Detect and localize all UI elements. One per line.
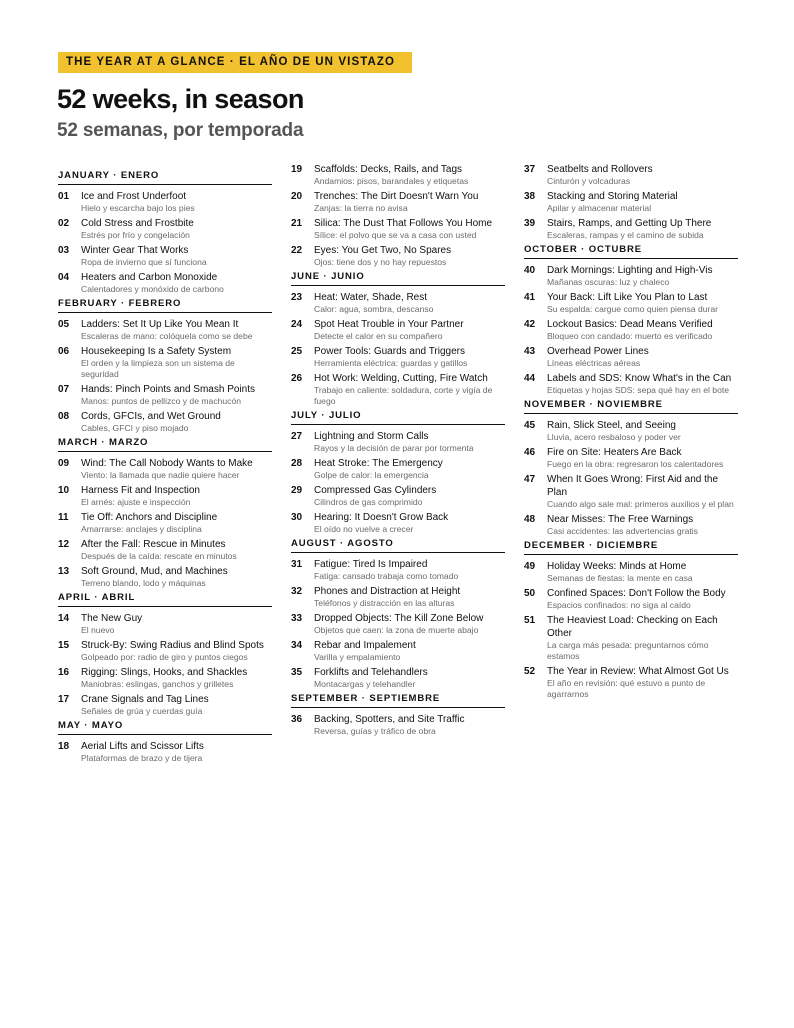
topic-spanish: Hielo y escarcha bajo los pies — [81, 203, 195, 213]
week-topic — [314, 318, 505, 342]
topic-spanish: Cinturón y volcaduras — [547, 176, 631, 186]
topic-spanish: Bloqueo con candado: muerto es verificado — [547, 331, 713, 341]
week-item — [524, 513, 738, 537]
week-topic — [81, 457, 272, 481]
week-item — [58, 410, 272, 434]
week-item — [524, 587, 738, 611]
month-heading: APRIL · ABRIL — [58, 592, 272, 607]
week-topic — [547, 264, 738, 288]
topic-spanish: Escaleras de mano: colóquela como se debe — [81, 331, 253, 341]
topic-english: Power Tools: Guards and Triggers — [314, 346, 466, 357]
topic-spanish: Objetos que caen: la zona de muerte abajo — [314, 625, 479, 635]
week-topic — [314, 244, 505, 268]
schedule-column-2 — [291, 163, 505, 740]
topic-spanish: Golpe de calor: la emergencia — [314, 470, 429, 480]
week-topic — [314, 457, 505, 481]
topic-spanish: Golpeado por: radio de giro y puntos ciegos — [81, 652, 248, 662]
week-number: 21 — [291, 218, 303, 229]
week-topic — [547, 419, 738, 443]
week-item — [291, 511, 505, 535]
topic-english: Stairs, Ramps, and Getting Up There — [547, 218, 712, 229]
topic-spanish: Apilar y almacenar material — [547, 203, 652, 213]
week-number: 17 — [58, 694, 70, 705]
week-item — [291, 217, 505, 241]
topic-spanish: Estrés por frío y congelación — [81, 230, 190, 240]
week-topic — [81, 740, 272, 764]
week-number: 22 — [291, 245, 303, 256]
topic-spanish: El nuevo — [81, 625, 115, 635]
topic-english: Your Back: Lift Like You Plan to Last — [547, 292, 708, 303]
week-topic — [547, 372, 738, 396]
month-heading: NOVEMBER · NOVIEMBRE — [524, 399, 738, 414]
topic-english: Stacking and Storing Material — [547, 191, 678, 202]
week-number: 23 — [291, 292, 303, 303]
schedule-column-3 — [524, 163, 738, 703]
week-topic — [314, 291, 505, 315]
topic-english: Soft Ground, Mud, and Machines — [81, 566, 228, 577]
week-topic — [314, 163, 505, 187]
week-item — [524, 217, 738, 241]
week-item — [291, 484, 505, 508]
topic-spanish: Rayos y la decisión de parar por tormenta — [314, 443, 474, 453]
topic-english: Tie Off: Anchors and Discipline — [81, 512, 218, 523]
week-topic — [81, 217, 272, 241]
topic-spanish: Reversa, guías y tráfico de obra — [314, 726, 436, 736]
week-item — [524, 560, 738, 584]
week-item — [58, 271, 272, 295]
week-item — [58, 740, 272, 764]
section-banner: THE YEAR AT A GLANCE · EL AÑO DE UN VISTAZO — [58, 52, 412, 73]
topic-english: The New Guy — [81, 613, 143, 624]
week-topic — [81, 666, 272, 690]
topic-spanish: Casi accidentes: las advertencias gratis — [547, 526, 698, 536]
week-number: 45 — [524, 420, 536, 431]
week-number: 02 — [58, 218, 70, 229]
topic-spanish: Etiquetas y hojas SDS: sepa qué hay en el bote — [547, 385, 730, 395]
week-item — [524, 291, 738, 315]
week-number: 15 — [58, 640, 70, 651]
week-item — [291, 666, 505, 690]
week-topic — [81, 693, 272, 717]
week-item — [291, 558, 505, 582]
week-topic — [314, 345, 505, 369]
week-number: 27 — [291, 431, 303, 442]
week-item — [524, 345, 738, 369]
schedule-column-1 — [58, 170, 272, 767]
month-heading: MARCH · MARZO — [58, 437, 272, 452]
topic-english: Cords, GFCIs, and Wet Ground — [81, 411, 221, 422]
week-number: 26 — [291, 373, 303, 384]
month-heading: SEPTEMBER · SEPTIEMBRE — [291, 693, 505, 708]
topic-spanish: Montacargas y telehandler — [314, 679, 416, 689]
topic-spanish: La carga más pesada: preguntarnos cómo estamos — [547, 640, 709, 661]
topic-english: Hot Work: Welding, Cutting, Fire Watch — [314, 373, 488, 384]
week-item — [524, 190, 738, 214]
week-number: 42 — [524, 319, 536, 330]
topic-spanish: Teléfonos y distracción en las alturas — [314, 598, 455, 608]
week-item — [291, 612, 505, 636]
week-topic — [547, 513, 738, 537]
week-number: 36 — [291, 714, 303, 725]
week-item — [58, 639, 272, 663]
topic-spanish: Varilla y empalamiento — [314, 652, 401, 662]
week-item — [291, 163, 505, 187]
page-subtitle: 52 semanas, por temporada — [57, 120, 304, 141]
week-item — [524, 264, 738, 288]
topic-spanish: Ropa de invierno que sí funciona — [81, 257, 207, 267]
topic-english: Holiday Weeks: Minds at Home — [547, 561, 687, 572]
week-item — [58, 666, 272, 690]
week-item — [58, 612, 272, 636]
week-number: 28 — [291, 458, 303, 469]
week-number: 48 — [524, 514, 536, 525]
topic-english: Heaters and Carbon Monoxide — [81, 272, 218, 283]
week-number: 03 — [58, 245, 70, 256]
month-heading: JANUARY · ENERO — [58, 170, 272, 185]
topic-spanish: Escaleras, rampas y el camino de subida — [547, 230, 704, 240]
week-topic — [314, 430, 505, 454]
topic-english: Forklifts and Telehandlers — [314, 667, 428, 678]
week-number: 01 — [58, 191, 70, 202]
week-topic — [81, 639, 272, 663]
topic-spanish: Señales de grúa y cuerdas guía — [81, 706, 203, 716]
week-topic — [547, 318, 738, 342]
topic-spanish: Cables, GFCI y piso mojado — [81, 423, 189, 433]
week-item — [58, 190, 272, 214]
week-topic — [81, 244, 272, 268]
week-topic — [314, 585, 505, 609]
week-item — [524, 446, 738, 470]
week-number: 32 — [291, 586, 303, 597]
week-number: 08 — [58, 411, 70, 422]
week-number: 19 — [291, 164, 303, 175]
topic-spanish: Amarrarse: anclajes y disciplina — [81, 524, 202, 534]
week-item — [58, 318, 272, 342]
topic-spanish: Terreno blando, lodo y máquinas — [81, 578, 206, 588]
topic-spanish: Maniobras: eslingas, ganchos y grilletes — [81, 679, 234, 689]
topic-english: Aerial Lifts and Scissor Lifts — [81, 741, 204, 752]
week-number: 30 — [291, 512, 303, 523]
topic-spanish: El orden y la limpieza son un sistema de seguridad — [81, 358, 235, 379]
week-item — [524, 163, 738, 187]
week-item — [291, 585, 505, 609]
week-topic — [547, 614, 738, 662]
week-number: 50 — [524, 588, 536, 599]
week-topic — [81, 345, 272, 380]
topic-spanish: Viento: la llamada que nadie quiere hacer — [81, 470, 240, 480]
week-topic — [81, 565, 272, 589]
week-number: 38 — [524, 191, 536, 202]
topic-spanish: El oído no vuelve a crecer — [314, 524, 414, 534]
topic-english: Rebar and Impalement — [314, 640, 416, 651]
month-heading: JUNE · JUNIO — [291, 271, 505, 286]
week-number: 07 — [58, 384, 70, 395]
week-item — [291, 372, 505, 407]
week-number: 43 — [524, 346, 536, 357]
topic-english: Housekeeping Is a Safety System — [81, 346, 232, 357]
week-number: 06 — [58, 346, 70, 357]
week-item — [58, 511, 272, 535]
week-item — [291, 291, 505, 315]
topic-english: Wind: The Call Nobody Wants to Make — [81, 458, 253, 469]
topic-english: Winter Gear That Works — [81, 245, 189, 256]
topic-spanish: El arnés: ajuste e inspección — [81, 497, 191, 507]
topic-english: Harness Fit and Inspection — [81, 485, 200, 496]
week-number: 13 — [58, 566, 70, 577]
month-heading: MAY · MAYO — [58, 720, 272, 735]
topic-english: Ice and Frost Underfoot — [81, 191, 187, 202]
week-item — [291, 345, 505, 369]
topic-spanish: Andamios: pisos, barandales y etiquetas — [314, 176, 469, 186]
topic-spanish: Su espalda: cargue como quien piensa durar — [547, 304, 719, 314]
week-number: 37 — [524, 164, 536, 175]
week-item — [58, 244, 272, 268]
week-number: 04 — [58, 272, 70, 283]
week-item — [524, 318, 738, 342]
week-item — [291, 639, 505, 663]
topic-spanish: Sílice: el polvo que se va a casa con usted — [314, 230, 477, 240]
week-topic — [547, 560, 738, 584]
topic-spanish: Trabajo en caliente: soldadura, corte y vigía de fuego — [314, 385, 493, 406]
week-number: 24 — [291, 319, 303, 330]
week-topic — [314, 217, 505, 241]
topic-english: Rain, Slick Steel, and Seeing — [547, 420, 676, 431]
page-title: 52 weeks, in season — [57, 84, 304, 114]
topic-english: Crane Signals and Tag Lines — [81, 694, 209, 705]
week-topic — [81, 318, 272, 342]
topic-english: Overhead Power Lines — [547, 346, 649, 357]
topic-spanish: Cilindros de gas comprimido — [314, 497, 423, 507]
topic-english: Lockout Basics: Dead Means Verified — [547, 319, 713, 330]
week-item — [58, 484, 272, 508]
week-item — [291, 318, 505, 342]
topic-spanish: Fuego en la obra: regresaron los calentadores — [547, 459, 724, 469]
week-item — [58, 345, 272, 380]
week-topic — [81, 538, 272, 562]
week-number: 12 — [58, 539, 70, 550]
week-topic — [81, 612, 272, 636]
week-number: 51 — [524, 615, 536, 626]
topic-english: Eyes: You Get Two, No Spares — [314, 245, 452, 256]
topic-english: Spot Heat Trouble in Your Partner — [314, 319, 464, 330]
topic-english: Dark Mornings: Lighting and High-Vis — [547, 265, 713, 276]
week-topic — [314, 511, 505, 535]
week-topic — [314, 666, 505, 690]
week-number: 18 — [58, 741, 70, 752]
month-heading: DECEMBER · DICIEMBRE — [524, 540, 738, 555]
topic-spanish: Zanjas: la tierra no avisa — [314, 203, 408, 213]
topic-english: After the Fall: Rescue in Minutes — [81, 539, 226, 550]
week-number: 47 — [524, 474, 536, 485]
week-topic — [81, 383, 272, 407]
topic-english: Ladders: Set It Up Like You Mean It — [81, 319, 239, 330]
week-topic — [314, 372, 505, 407]
topic-english: Dropped Objects: The Kill Zone Below — [314, 613, 484, 624]
week-topic — [81, 511, 272, 535]
week-number: 14 — [58, 613, 70, 624]
topic-spanish: Calentadores y monóxido de carbono — [81, 284, 224, 294]
week-number: 49 — [524, 561, 536, 572]
week-number: 16 — [58, 667, 70, 678]
week-item — [291, 713, 505, 737]
topic-spanish: Cuando algo sale mal: primeros auxilios y el plan — [547, 499, 734, 509]
week-topic — [547, 217, 738, 241]
week-topic — [81, 271, 272, 295]
week-topic — [547, 190, 738, 214]
week-topic — [547, 587, 738, 611]
week-item — [524, 665, 738, 700]
month-heading: AUGUST · AGOSTO — [291, 538, 505, 553]
month-heading: OCTOBER · OCTUBRE — [524, 244, 738, 259]
week-topic — [314, 713, 505, 737]
topic-english: Seatbelts and Rollovers — [547, 164, 653, 175]
week-topic — [547, 446, 738, 470]
week-number: 46 — [524, 447, 536, 458]
week-topic — [314, 639, 505, 663]
topic-english: Hearing: It Doesn't Grow Back — [314, 512, 449, 523]
topic-english: Hands: Pinch Points and Smash Points — [81, 384, 255, 395]
week-item — [524, 614, 738, 662]
topic-english: The Heaviest Load: Checking on Each Other — [547, 615, 718, 639]
week-item — [524, 419, 738, 443]
topic-english: The Year in Review: What Almost Got Us — [547, 666, 729, 677]
week-topic — [314, 612, 505, 636]
topic-spanish: Semanas de fiestas: la mente en casa — [547, 573, 693, 583]
topic-english: Heat: Water, Shade, Rest — [314, 292, 428, 303]
topic-spanish: Lluvia, acero resbaloso y poder ver — [547, 432, 681, 442]
week-item — [58, 383, 272, 407]
topic-spanish: Calor: agua, sombra, descanso — [314, 304, 434, 314]
week-number: 39 — [524, 218, 536, 229]
topic-spanish: El año en revisión: qué estuvo a punto de agarrarnos — [547, 678, 706, 699]
topic-english: Scaffolds: Decks, Rails, and Tags — [314, 164, 463, 175]
week-number: 11 — [58, 512, 69, 523]
week-item — [58, 538, 272, 562]
topic-english: Fire on Site: Heaters Are Back — [547, 447, 682, 458]
topic-spanish: Espacios confinados: no siga al caído — [547, 600, 691, 610]
week-number: 25 — [291, 346, 303, 357]
topic-spanish: Herramienta eléctrica: guardas y gatillos — [314, 358, 468, 368]
topic-english: Silica: The Dust That Follows You Home — [314, 218, 493, 229]
topic-spanish: Líneas eléctricas aéreas — [547, 358, 641, 368]
week-number: 05 — [58, 319, 70, 330]
week-item — [291, 244, 505, 268]
topic-english: Lightning and Storm Calls — [314, 431, 429, 442]
week-item — [524, 473, 738, 510]
topic-english: Near Misses: The Free Warnings — [547, 514, 694, 525]
topic-english: Fatigue: Tired Is Impaired — [314, 559, 428, 570]
week-number: 10 — [58, 485, 70, 496]
topic-english: Phones and Distraction at Height — [314, 586, 461, 597]
month-heading: JULY · JULIO — [291, 410, 505, 425]
topic-spanish: Detecte el calor en su compañero — [314, 331, 443, 341]
week-number: 20 — [291, 191, 303, 202]
week-topic — [81, 190, 272, 214]
topic-spanish: Fatiga: cansado trabaja como tomado — [314, 571, 459, 581]
week-topic — [547, 665, 738, 700]
week-topic — [547, 473, 738, 510]
week-number: 29 — [291, 485, 303, 496]
week-topic — [547, 291, 738, 315]
topic-english: Backing, Spotters, and Site Traffic — [314, 714, 465, 725]
topic-spanish: Plataformas de brazo y de tijera — [81, 753, 203, 763]
week-topic — [314, 484, 505, 508]
week-number: 41 — [524, 292, 536, 303]
week-item — [291, 457, 505, 481]
topic-english: Compressed Gas Cylinders — [314, 485, 437, 496]
topic-english: When It Goes Wrong: First Aid and the Plan — [547, 474, 719, 498]
week-number: 31 — [291, 559, 303, 570]
week-item — [58, 565, 272, 589]
month-heading: FEBRUARY · FEBRERO — [58, 298, 272, 313]
week-item — [58, 693, 272, 717]
week-topic — [314, 190, 505, 214]
week-item — [291, 430, 505, 454]
topic-english: Trenches: The Dirt Doesn't Warn You — [314, 191, 479, 202]
topic-english: Confined Spaces: Don't Follow the Body — [547, 588, 726, 599]
week-number: 34 — [291, 640, 303, 651]
week-number: 40 — [524, 265, 536, 276]
week-number: 35 — [291, 667, 303, 678]
topic-spanish: Después de la caída: rescate en minutos — [81, 551, 237, 561]
week-number: 44 — [524, 373, 536, 384]
topic-english: Rigging: Slings, Hooks, and Shackles — [81, 667, 248, 678]
topic-spanish: Manos: puntos de pellizco y de machucón — [81, 396, 242, 406]
week-number: 33 — [291, 613, 303, 624]
week-item — [524, 372, 738, 396]
topic-english: Struck-By: Swing Radius and Blind Spots — [81, 640, 264, 651]
week-item — [58, 457, 272, 481]
week-topic — [547, 345, 738, 369]
week-topic — [81, 484, 272, 508]
week-item — [291, 190, 505, 214]
week-number: 09 — [58, 458, 70, 469]
week-number: 52 — [524, 666, 536, 677]
topic-english: Heat Stroke: The Emergency — [314, 458, 443, 469]
week-topic — [81, 410, 272, 434]
topic-spanish: Mañanas oscuras: luz y chaleco — [547, 277, 670, 287]
topic-spanish: Ojos: tiene dos y no hay repuestos — [314, 257, 447, 267]
topic-english: Cold Stress and Frostbite — [81, 218, 194, 229]
week-topic — [314, 558, 505, 582]
week-topic — [547, 163, 738, 187]
week-item — [58, 217, 272, 241]
topic-english: Labels and SDS: Know What's in the Can — [547, 373, 732, 384]
